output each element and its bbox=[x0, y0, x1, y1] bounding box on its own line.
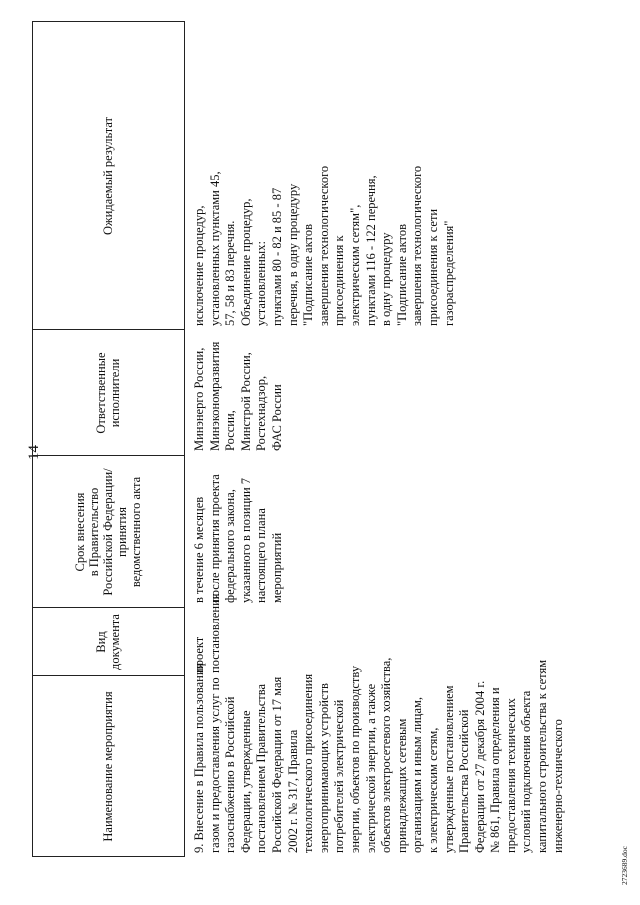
cell-doc-type bbox=[192, 593, 223, 673]
text-line: указанного в позиции 7 bbox=[238, 477, 253, 603]
table-header-rule bbox=[184, 21, 185, 857]
text-line: мероприятий bbox=[269, 532, 284, 603]
text-line: принадлежащих сетевым bbox=[394, 718, 409, 853]
text-line: потребителей электрической bbox=[332, 699, 347, 853]
text-line: газораспределения" bbox=[441, 220, 456, 326]
text-line: Минэнерго России, bbox=[192, 347, 206, 451]
text-line: пунктами 116 - 122 перечня, bbox=[363, 175, 378, 326]
header-executors bbox=[32, 330, 184, 456]
text-line: постановлением Правительства bbox=[254, 683, 269, 853]
text-line: ФАС России bbox=[269, 384, 284, 451]
cell-executors bbox=[192, 327, 286, 451]
text-line: завершения технологического bbox=[316, 165, 331, 326]
text-line: настоящего плана bbox=[254, 508, 269, 603]
text-line: утвержденные постановлением bbox=[441, 685, 456, 853]
text-line: "Подписание актов bbox=[394, 224, 409, 326]
text-line: в одну процедуру bbox=[379, 232, 394, 326]
text-line: 2002 г. № 317, Правила bbox=[285, 729, 300, 853]
text-line: перечня, в одну процедуру bbox=[285, 183, 300, 326]
header-measure-label: Наименование мероприятия bbox=[101, 691, 115, 842]
text-line: энергопринимающих устройств bbox=[316, 683, 331, 853]
text-line: условий подключения объекта bbox=[519, 690, 534, 853]
text-line: постановления bbox=[207, 593, 222, 673]
text-line: энергии, объектов по производству bbox=[347, 665, 362, 853]
text-line: Федерации, утвержденные bbox=[238, 710, 253, 853]
text-line: капитального строительства к сетям bbox=[535, 659, 550, 853]
page-number: 14 bbox=[26, 445, 42, 460]
header-executors-label: Ответственные исполнители bbox=[94, 352, 122, 434]
text-line: завершения технологического bbox=[410, 165, 425, 326]
text-line: предоставления технических bbox=[503, 698, 518, 853]
text-line: установленных пунктами 45, bbox=[207, 171, 222, 326]
text-line: объектов электросетевого хозяйства, bbox=[379, 657, 394, 853]
header-doc-type-label: Вид документа bbox=[94, 614, 122, 670]
text-line: России, bbox=[223, 410, 238, 451]
text-line: присоединения к bbox=[332, 235, 347, 326]
text-line: Федерации от 27 декабря 2004 г. bbox=[472, 680, 487, 853]
text-line: установленных: bbox=[254, 241, 269, 326]
text-line: № 861, Правила определения и bbox=[488, 687, 503, 853]
header-result bbox=[32, 22, 184, 330]
text-line: исключение процедур, bbox=[192, 205, 206, 326]
text-line: 57, 58 и 83 перечня. bbox=[223, 220, 238, 326]
header-deadline bbox=[32, 456, 184, 608]
text-line: Правительства Российской bbox=[457, 709, 472, 853]
text-line: федерального закона, bbox=[223, 489, 238, 603]
text-line: инженерно-технического bbox=[550, 719, 565, 853]
text-line: газоснабжению в Российской bbox=[223, 696, 238, 853]
text-line: проект bbox=[192, 636, 206, 673]
document-code: 2723689.doc bbox=[620, 846, 629, 885]
cell-measure bbox=[192, 647, 566, 853]
text-line: Ростехнадзор, bbox=[254, 375, 269, 451]
cell-deadline bbox=[192, 451, 286, 603]
text-line: Минстрой России, bbox=[238, 352, 253, 451]
header-measure bbox=[32, 676, 184, 857]
text-line: "Подписание актов bbox=[301, 224, 316, 326]
header-deadline-label: Срок внесения в Правительство Российской Федерации/ принятия ведомственного акта bbox=[73, 468, 143, 596]
text-line: Минэкономразвития bbox=[207, 341, 222, 451]
text-line: в течение 6 месяцев bbox=[192, 496, 206, 603]
header-result-label: Ожидаемый результат bbox=[101, 116, 115, 236]
text-line: газом и предоставления услуг по bbox=[207, 677, 222, 853]
text-line: присоединения к сети bbox=[425, 208, 440, 326]
text-line: электрической энергии, а также bbox=[363, 683, 378, 853]
text-line: Российской Федерации от 17 мая bbox=[269, 676, 284, 853]
text-line: после принятия проекта bbox=[207, 474, 222, 603]
cell-result bbox=[192, 66, 457, 326]
text-line: Объединение процедур, bbox=[238, 198, 253, 326]
text-line: электрическим сетям", bbox=[347, 204, 362, 326]
text-line: технологического присоединения bbox=[301, 673, 316, 853]
measures-table bbox=[32, 21, 564, 857]
text-line: организациям и иным лицам, bbox=[410, 696, 425, 853]
header-doc-type bbox=[32, 608, 184, 676]
text-line: к электрическим сетям, bbox=[425, 727, 440, 853]
text-line: пунктами 80 - 82 и 85 - 87 bbox=[269, 187, 284, 326]
text-line: 9. Внесение в Правила пользования bbox=[192, 662, 206, 853]
